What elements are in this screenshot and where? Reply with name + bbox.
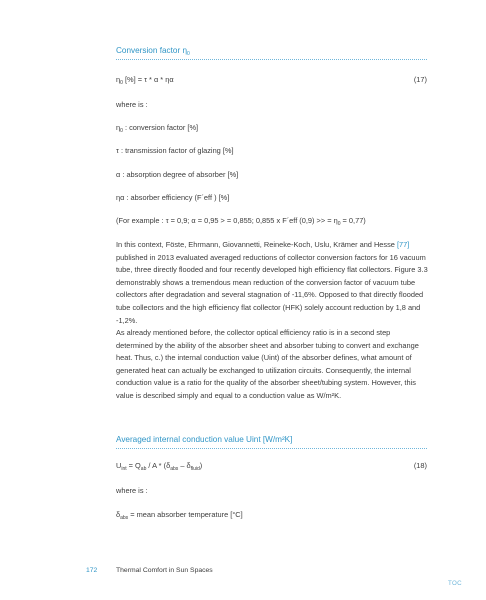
paragraph-foste-study: In this context, Föste, Ehrmann, Giovannetti, Reineke-Koch, Uslu, Krämer and Hesse [77] published in 2013 evaluated averaged reductions of collector conversion factors for 16 vacuum tube, three directly flooded and four recently developed high efficiency flat collectors. Figure 3.3 demonstrably shows a tremendous mean reduction of the conversion factor of vacuum tube collectors after degradation and several stagnation of -11,6%. Opposed to that directly flooded tube collectors and the high efficiency flat collector (HFK) solely account reduction by 1,8 and -1,2%. — [116, 240, 428, 325]
definition-mean-absorber-temperature: $\delta_{abs}$ = mean absorber temperature [°C] — [116, 510, 243, 521]
page-number: 172 — [86, 567, 98, 574]
equation-number: (18) — [413, 461, 427, 470]
paragraph-internal-conduction: As already mentioned before, the collector optical efficiency ratio is in a second step determined by the ability of the absorber sheet and absorber tubing to convert and exchange heat. Thus, c.) the internal conduction value (Uint) of the absorber defines, what amount of generated heat can actually be exchanged to utilization circuits. Consequently, the internal conduction value is a ratio for the quality of the absorber sheet/tubing system. However, this value is described simply and equal to a conduction value as W/m²K. — [116, 328, 419, 400]
definition-absorber-efficiency: ηα : absorber efficiency (F´eff ) [%] — [116, 193, 230, 202]
running-footer-title: Thermal Comfort in Sun Spaces — [116, 567, 213, 574]
definition-absorption-degree: α : absorption degree of absorber [%] — [116, 170, 239, 179]
section-heading-internal-conduction: Averaged internal conduction value Uint [W/m²K] — [116, 435, 427, 449]
equation-number: (17) — [413, 75, 427, 84]
example-calculation: (For example : τ = 0,9; α = 0,95 > = 0,855; 0,855 x F´eff (0,9) >> = $\eta_0 = 0,77$) — [116, 216, 366, 227]
definition-transmission-factor: τ : transmission factor of glazing [%] — [116, 146, 234, 155]
equation-17: $\eta_0$ [%] = τ * α * ηα (17) — [116, 75, 427, 86]
section-heading-conversion-factor: Conversion factor $\eta_0$ — [116, 46, 427, 60]
definition-conversion-factor: $\eta_0$ : conversion factor [%] — [116, 123, 199, 134]
citation-link-77[interactable]: [77] — [396, 240, 410, 249]
where-label-2: where is : — [116, 486, 148, 495]
equation-18: $U_{int} = Q_{ab} / A * (\delta_{abs} - \delta_{fluid})$ (18) — [116, 461, 427, 472]
where-label: where is : — [116, 100, 148, 109]
toc-link[interactable]: TOC — [448, 580, 462, 587]
